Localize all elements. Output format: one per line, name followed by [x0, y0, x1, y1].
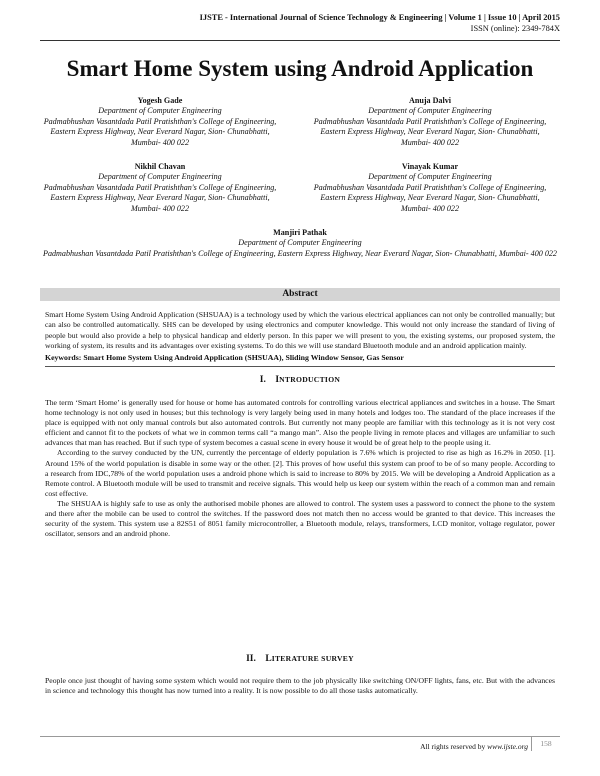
author-dept: Department of Computer Engineering	[98, 106, 222, 116]
author-dept: Department of Computer Engineering	[98, 172, 222, 182]
author-name: Anuja Dalvi	[408, 96, 452, 105]
author-name: Manjiri Pathak	[273, 228, 327, 237]
author-block	[30, 228, 570, 259]
footer-text	[420, 742, 528, 751]
author-inst: Padmabhushan Vasantdada Patil Pratishthan's College of Engineering, Eastern Express Highway, Near Everard Nagar, Sion- Chunabhatti, Mumbai- 400 022	[43, 182, 277, 213]
journal-header	[200, 12, 560, 34]
abstract-rule	[45, 366, 555, 367]
author-inst: Padmabhushan Vasantdada Patil Pratishthan's College of Engineering, Eastern Express Highway, Near Everard Nagar, Sion- Chunabhatti, Mumbai- 400 022	[313, 116, 547, 147]
page-number: 158	[531, 737, 560, 751]
author-block	[40, 96, 280, 148]
paragraph: The SHSUAA is highly safe to use as only the authorised mobile phones are allowed to control. The system uses a password to connect the phone to the system and there after the mobile can be used to control the switches. If the password does not match then no access would be granted to that device. This increases the security of the system. This system use a 82S51 of 8051 family microcontroller, a Bluetooth module, relays, transformers, LCD monitor, voltage regulator, power oscillator, sensors and an android phone.	[45, 498, 555, 539]
paragraph: People once just thought of having some system which would not require them to the job physically like switching ON/OFF lights, fans, etc. But with the advances in science and technology this thought has now turned into a reality. It is now possible to do all those tasks automatically.	[45, 676, 555, 696]
paragraph: According to the survey conducted by the UN, currently the percentage of elderly population is 7.6% which is projected to rise as high as 16.2% in 2050. [1]. Around 15% of the world population is disable in some way or the other. [2]. This proves of how useful this system can proof to be of so many people. According to a research from IDC,78% of the world population uses a android phone which is said to increase to 80% by 2015. We will be developing a Android Application as a Remote control. A Bluetooth module will be used to transmit and receive signals. This would help us keep our system within the reach of a common man and remain cost effective.	[45, 448, 555, 498]
abstract-text: Smart Home System Using Android Application (SHSUAA) is a technology used by which the various electrical appliances can not only be controlled manually; but can also be controlled automatically. SHS can be developed by using electronics and computer knowledge. This would not only increase the standard of living of people but would also provide a help to physical handicap and elderly person. In this paper we will present to you, the existing systems, our proposed system, the working of system, its results and its advantages over existing systems. To do this we will use standard Bluetooth module and an android application mainly.	[45, 310, 555, 350]
author-block	[310, 162, 550, 214]
section-number: I.	[259, 375, 266, 385]
abstract-heading: Abstract	[40, 288, 560, 301]
author-name: Vinayak Kumar	[401, 162, 459, 171]
author-name: Nikhil Chavan	[134, 162, 186, 171]
section-title-rest: NTRODUCTION	[279, 375, 341, 384]
footer-rule	[40, 736, 560, 737]
author-block	[40, 162, 280, 214]
section-heading-literature-survey	[0, 654, 600, 664]
section-heading-introduction	[0, 375, 600, 385]
section-number: II.	[246, 654, 256, 664]
section-initial: L	[265, 654, 272, 664]
header-rule	[40, 40, 560, 41]
paragraph: The term ‘Smart Home’ is generally used for house or home has automated controls for controlling various electrical appliances and switches in a house. The Smart home technology is not only used in houses; but this technology is very largely being used in many hotels and lodges too. The standard of the place increases if the place is equipped with not only manual controls but also automated controls. But currently not many people are familiar with this technology as it is not very cost efficient and cannot fit to the pockets of what we in common terms call “a mango man”. Also the people living in remote places and villages are unfamiliar to such advances that man has reached. But if such type of system becomes a casual scene in every house it would be of great help to the people using it.	[45, 398, 555, 448]
author-inst: Padmabhushan Vasantdada Patil Pratishthan's College of Engineering, Eastern Express Highway, Near Everard Nagar, Sion- Chunabhatti, Mumbai- 400 022	[43, 248, 557, 258]
author-inst: Padmabhushan Vasantdada Patil Pratishthan's College of Engineering, Eastern Express Highway, Near Everard Nagar, Sion- Chunabhatti, Mumbai- 400 022	[313, 182, 547, 213]
footer-rights: All rights reserved by	[420, 742, 488, 751]
author-dept: Department of Computer Engineering	[368, 106, 492, 116]
author-block	[310, 96, 550, 148]
paper-title: Smart Home System using Android Application	[66, 56, 534, 81]
introduction-body	[45, 398, 555, 539]
keywords: Keywords: Smart Home System Using Android Application (SHSUAA), Sliding Window Sensor, Gas Sensor	[45, 353, 404, 362]
author-name: Yogesh Gade	[137, 96, 183, 105]
footer-site-link[interactable]: www.ijste.org	[487, 742, 528, 751]
author-dept: Department of Computer Engineering	[368, 172, 492, 182]
journal-line: IJSTE - International Journal of Science Technology & Engineering | Volume 1 | Issue 10 | April 2015	[199, 13, 560, 22]
issn-line: ISSN (online): 2349-784X	[470, 24, 560, 33]
section-initial: I	[275, 375, 280, 385]
section-title-rest: ITERATURE SURVEY	[271, 654, 354, 663]
literature-body	[45, 676, 555, 696]
author-dept: Department of Computer Engineering	[238, 238, 362, 248]
author-inst: Padmabhushan Vasantdada Patil Pratishthan's College of Engineering, Eastern Express Highway, Near Everard Nagar, Sion- Chunabhatti, Mumbai- 400 022	[43, 116, 277, 147]
